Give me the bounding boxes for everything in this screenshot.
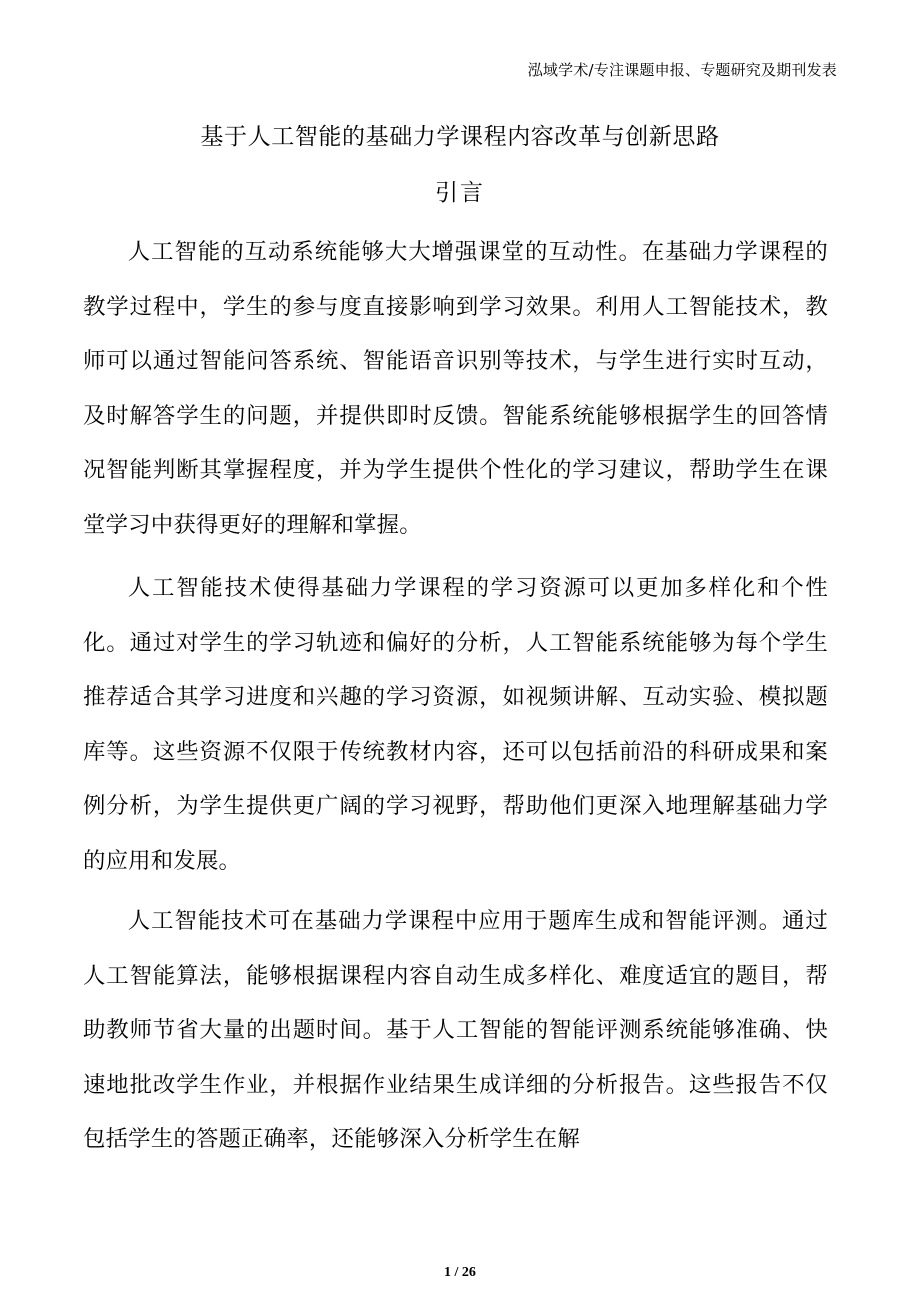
paragraph-3: 人工智能技术可在基础力学课程中应用于题库生成和智能评测。通过人工智能算法，能够根据课程内容自动生成多样化、难度适宜的题目，帮助教师节省大量的出题时间。基于人工智能的智能评测系统能够准确、快速地批改学生作业，并根据作业结果生成详细的分析报告。这些报告不仅包括学生的答题正确率，还能够深入分析学生在解 (83, 908, 828, 1152)
section-heading-introduction: 引言 (435, 180, 485, 206)
running-header: 泓域学术/专注课题申报、专题研究及期刊发表 (527, 61, 837, 79)
paragraph-1: 人工智能的互动系统能够大大增强课堂的互动性。在基础力学课程的教学过程中，学生的参与度直接影响到学习效果。利用人工智能技术，教师可以通过智能问答系统、智能语音识别等技术，与学生进行实时互动，及时解答学生的问题，并提供即时反馈。智能系统能够根据学生的回答情况智能判断其掌握程度，并为学生提供个性化的学习建议，帮助学生在课堂学习中获得更好的理解和掌握。 (83, 239, 828, 538)
document-title: 基于人工智能的基础力学课程内容改革与创新思路 (200, 124, 720, 150)
paragraph-2: 人工智能技术使得基础力学课程的学习资源可以更加多样化和个性化。通过对学生的学习轨迹和偏好的分析，人工智能系统能够为每个学生推荐适合其学习进度和兴趣的学习资源，如视频讲解、互动实验、模拟题库等。这些资源不仅限于传统教材内容，还可以包括前沿的科研成果和案例分析，为学生提供更广阔的学习视野，帮助他们更深入地理解基础力学的应用和发展。 (83, 575, 828, 874)
page-number: 1 / 26 (444, 1265, 476, 1280)
